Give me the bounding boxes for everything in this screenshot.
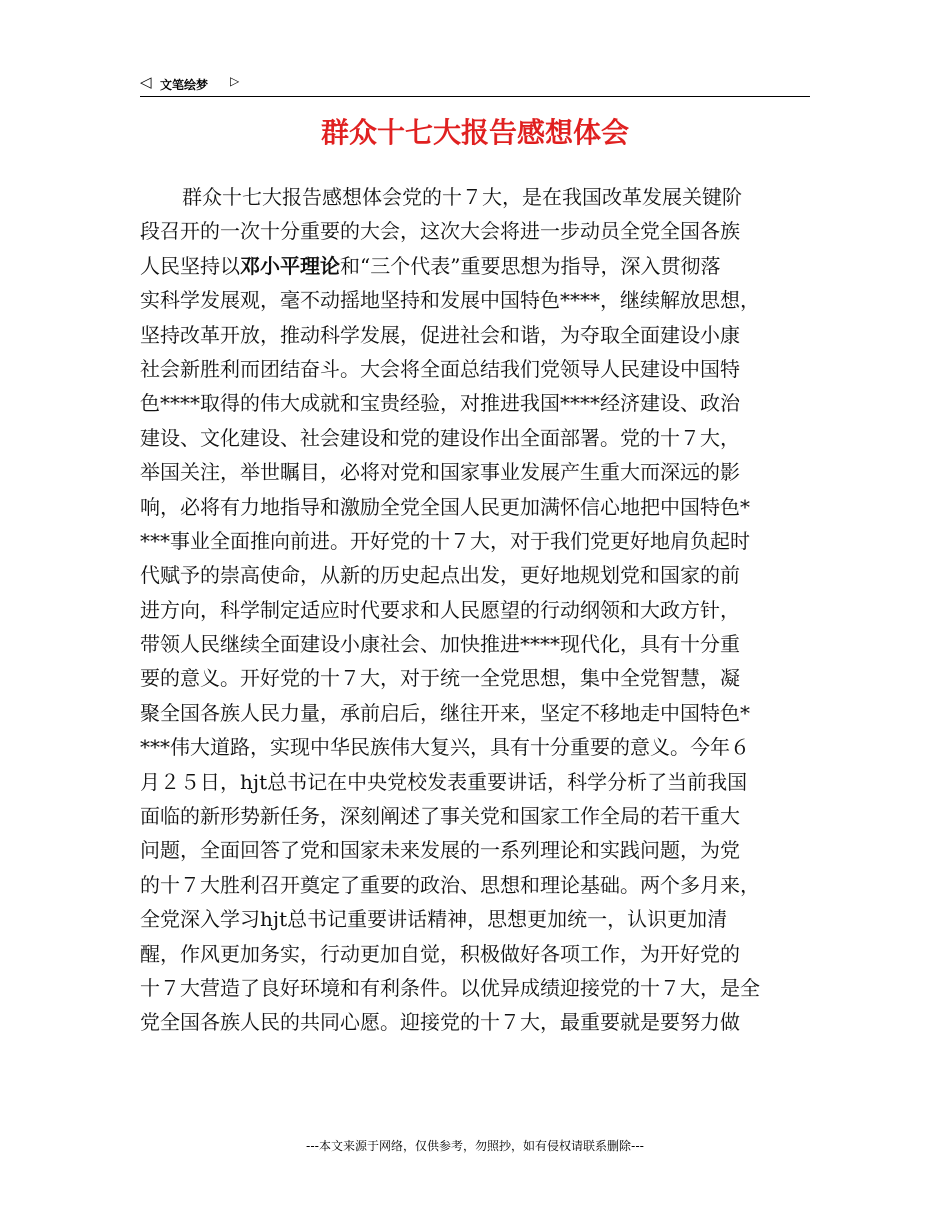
document-title: 群众十七大报告感想体会 — [320, 116, 629, 149]
body-line: 群众十七大报告感想体会党的十７大，是在我国改革发展关键阶 — [182, 185, 742, 209]
body-line — [140, 249, 800, 283]
body-line: 带领人民继续全面建设小康社会、加快推进****现代化，具有十分重 — [140, 632, 740, 657]
body-line: 聚全国各族人民力量，承前启后，继往开来，坚定不移地走中国特色* — [140, 700, 750, 725]
body-line: 全党深入学习hjt总书记重要讲话精神，思想更加统一，认识更加清 — [140, 907, 728, 932]
body-line: 党全国各族人民的共同心愿。迎接党的十７大，最重要就是要努力做 — [140, 1010, 740, 1035]
body-line: 醒，作风更加务实，行动更加自觉，积极做好各项工作，为开好党的 — [140, 941, 740, 966]
body-line: ***伟大道路，实现中华民族伟大复兴，具有十分重要的意义。今年６ — [140, 735, 750, 760]
body-line: 要的意义。开好党的十７大，对于统一全党思想，集中全党智慧，凝 — [140, 666, 740, 691]
keyword-text: 邓小平理论 — [240, 253, 340, 278]
body-line: 响，必将有力地指导和激励全党全国人民更加满怀信心地把中国特色* — [140, 494, 750, 519]
page-header — [140, 70, 810, 97]
body-line: 的十７大胜利召开奠定了重要的政治、思想和理论基础。两个多月来， — [140, 872, 760, 897]
body-line: 色****取得的伟大成就和宝贵经验，对推进我国****经济建设、政治 — [140, 391, 740, 416]
body-line: 代赋予的崇高使命，从新的历史起点出发，更好地规划党和国家的前 — [140, 563, 740, 588]
triangle-right-icon: ▷ — [230, 74, 240, 88]
body-line: 段召开的一次十分重要的大会，这次大会将进一步动员全党全国各族 — [140, 219, 740, 244]
body-line: 坚持改革开放，推动科学发展，促进社会和谐，为夺取全面建设小康 — [140, 322, 740, 347]
body-line: 社会新胜利而团结奋斗。大会将全面总结我们党领导人民建设中国特 — [140, 356, 740, 381]
brand-name: 文笔绘梦 — [160, 78, 209, 92]
body-line: 问题，全面回答了党和国家未来发展的一系列理论和实践问题，为党 — [140, 838, 740, 863]
body-line: 进方向，科学制定适应时代要求和人民愿望的行动纲领和大政方针， — [140, 597, 740, 622]
footer-disclaimer: ---本文来源于网络，仅供参考，勿照抄，如有侵权请联系删除--- — [306, 1139, 644, 1153]
body-line: ***事业全面推向前进。开好党的十７大，对于我们党更好地肩负起时 — [140, 528, 750, 553]
body-text: 和“三个代表”重要思想为指导，深入贯彻落 — [340, 253, 721, 278]
body-line: 建设、文化建设、社会建设和党的建设作出全面部署。党的十７大， — [140, 425, 740, 450]
body-text: 人民坚持以 — [140, 253, 240, 278]
body-line: 实科学发展观，毫不动摇地坚持和发展中国特色****，继续解放思想， — [140, 288, 760, 313]
body-line: 月２５日，hjt总书记在中央党校发表重要讲话，科学分析了当前我国 — [140, 769, 748, 794]
body-line: 面临的新形势新任务，深刻阐述了事关党和国家工作全局的若干重大 — [140, 804, 740, 829]
document-body — [140, 180, 800, 1040]
triangle-left-icon: ◁ — [140, 73, 152, 91]
body-line: 十７大营造了良好环境和有利条件。以优异成绩迎接党的十７大，是全 — [140, 975, 760, 1000]
body-line: 举国关注，举世瞩目，必将对党和国家事业发展产生重大而深远的影 — [140, 460, 740, 485]
